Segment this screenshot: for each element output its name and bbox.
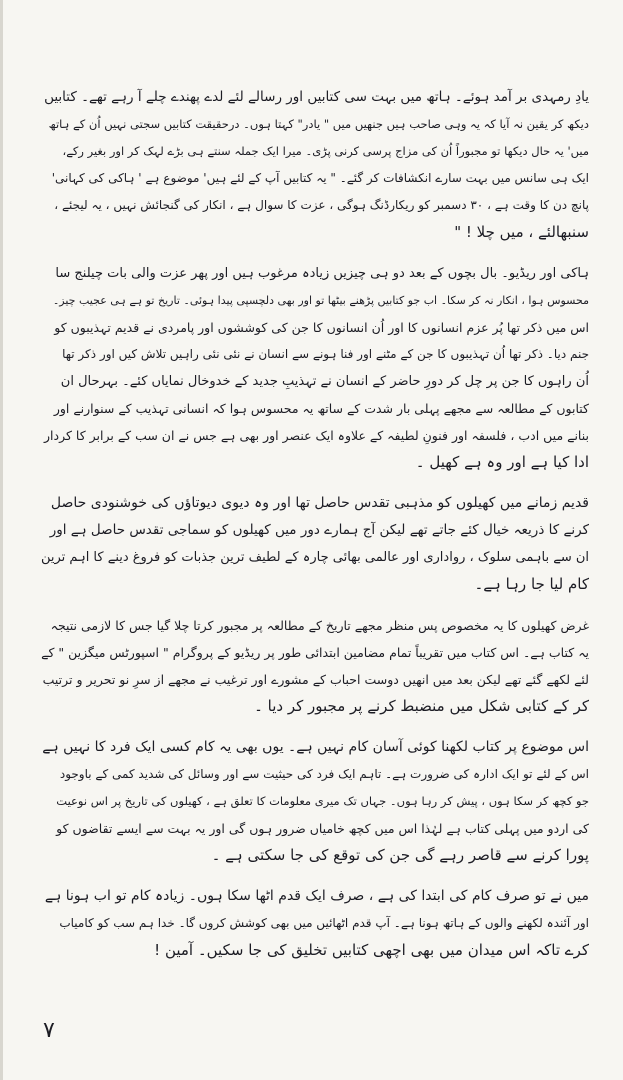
text-line: میں نے تو صرف کام کی ابتدا کی ہے ، صرف ایک قدم اٹھا سکا ہوں۔ زیادہ کام تو اب ہونا ہے bbox=[44, 888, 589, 904]
text-line: اس کے لئے تو ایک ادارہ کی ضرورت ہے۔ تاہم ایک فرد کی حیثیت سے اور وسائل کی شدید کمی کے باوجود bbox=[59, 767, 589, 781]
text-line: کرنے کا ذریعہ خیال کئے جاتے تھے لیکن آج ہمارے دور میں کھیلوں کو سماجی تقدس حاصل ہے اور bbox=[49, 522, 589, 538]
paragraph bbox=[41, 734, 589, 869]
text-line: اس موضوع پر کتاب لکھنا کوئی آسان کام نہیں ہے۔ یوں بھی یہ کام کسی ایک فرد کا نہیں ہے bbox=[42, 739, 589, 755]
text-line: پانچ دن کا وقت ہے ، ۳۰ دسمبر کو ریکارڈنگ ہوگی ، عزت کا سوال ہے ، انکار کی گنجائش نہیں ، یہ لیجئے ، bbox=[54, 198, 589, 212]
text-line: لئے لکھے گئے تھے لیکن بعد میں انھیں دوست احباب کے مشورے اور ترغیب نے مجھے از سرِ نو تحریر و ترتیب bbox=[42, 672, 589, 687]
text-line: قدیم زمانے میں کھیلوں کو مذہبی تقدس حاصل تھا اور وہ دیوی دیوتاؤں کی خوشنودی حاصل bbox=[50, 495, 589, 511]
text-line: کر کے کتابی شکل میں منضبط کرنے پر مجبور کر دیا ۔ bbox=[254, 697, 589, 715]
text-line: پورا کرنے سے قاصر رہے گی جن کی توقع کی جا سکتی ہے ۔ bbox=[211, 846, 589, 864]
paragraph bbox=[41, 84, 589, 246]
text-line: کرے تاکہ اس میدان میں بھی اچھی کتابیں تخلیق کی جا سکیں۔ آمین ! bbox=[154, 941, 589, 959]
page-number: ٧ bbox=[43, 1018, 55, 1043]
paragraph bbox=[41, 612, 589, 720]
page-body-text bbox=[41, 84, 589, 978]
text-line: یادِ رمہدی بر آمد ہوئے۔ ہاتھ میں بہت سی کتابیں اور رسالے لئے لدے پھندے چلے آ رہے تھے۔ کتابیں bbox=[44, 89, 589, 105]
text-line: اس میں ذکر تھا پُر عزم انسانوں کا اور اُن انسانوں کا جن کی کوششوں اور پامردی نے قدیم تہذیبوں کو bbox=[54, 320, 589, 335]
text-line: ایک ہی سانس میں بہت سارے انکشافات کر گئے۔ " یہ کتابیں آپ کے لئے ہیں' موضوع ہے ' ہاکی کی کہانی' bbox=[51, 171, 589, 185]
text-line: کتابوں کے مطالعہ سے مجھے پہلی بار شدت کے ساتھ یہ محسوس ہوا کہ انسانی تہذیب کے سنوارنے اور bbox=[53, 401, 589, 416]
text-line: کام لیا جا رہا ہے۔ bbox=[474, 575, 589, 593]
paragraph bbox=[41, 883, 589, 964]
text-line: محسوس ہوا ، انکار نہ کر سکا۔ اب جو کتابیں پڑھنے بیٹھا تو اور بھی دلچسپی پیدا ہوئی۔ تاریخ تو ہے ہی عجیب چیز۔ bbox=[52, 294, 589, 307]
text-line: ہاکی اور ریڈیو۔ بال بچوں کے بعد دو ہی چیزیں زیادہ مرغوب ہیں اور پھر عزت والی بات چیلنج سا bbox=[55, 266, 589, 281]
text-line: یہ کتاب ہے۔ اس کتاب میں تقریباً تمام مضامین ابتدائی طور پر ریڈیو کے پروگرام " اسپورٹس میگزین " کے bbox=[41, 645, 589, 660]
text-line: کی اردو میں پہلی کتاب ہے لہٰذا اس میں کچھ خامیاں ضرور ہوں گی اور یہ بہت سے ایسے تقاضوں کو bbox=[56, 821, 589, 836]
paragraph bbox=[41, 490, 589, 598]
text-line: غرض کھیلوں کا یہ مخصوص پس منظر مجھے تاریخ کے مطالعہ پر مجبور کرتا چلا گیا جس کا لازمی نتیجہ bbox=[50, 618, 589, 633]
text-line: بنانے میں ادب ، فلسفہ اور فنونِ لطیفہ کے علاوہ ایک عنصر اور بھی ہے جس نے ان سب کے برابر کا کردار bbox=[44, 428, 589, 443]
text-line: دیکھ کر یقین نہ آیا کہ یہ وہی صاحب ہیں جنھیں میں " یادر" کہتا ہوں۔ درحقیقت کتابیں سجتی نہیں اُن کے ہاتھ bbox=[48, 117, 589, 131]
text-line: سنبھالئے ، میں چلا ! " bbox=[454, 223, 589, 241]
text-line: جو کچھ کر سکا ہوں ، پیش کر رہا ہوں۔ جہاں تک میری معلومات کا تعلق ہے ، کھیلوں کی تاریخ پر اس نوعیت bbox=[56, 794, 589, 808]
paragraph bbox=[41, 260, 589, 476]
text-line: اور آئندہ لکھنے والوں کے ہاتھ ہونا ہے۔ آپ قدم اٹھائیں میں بھی کوشش کروں گا۔ خدا ہم سب کو کامیاب bbox=[59, 916, 589, 930]
text-line: میں' یہ حال دیکھا تو مجبوراً اُن کی مزاج پرسی کرنی پڑی۔ میرا ایک جملہ سنتے ہی بڑے لہک کر اور بغیر رکے، bbox=[62, 144, 589, 158]
text-line: اُن راہوں کا جن پر چل کر دورِ حاضر کے انسان نے تہذیبِ جدید کے خدوخال نمایاں کئے۔ بہرحال ان bbox=[60, 374, 589, 389]
text-line: ادا کیا ہے اور وہ ہے کھیل ۔ bbox=[415, 453, 589, 471]
text-line: ان سے باہمی سلوک ، رواداری اور عالمی بھائی چارہ کے لطیف ترین جذبات کو فروغ دینے کا اہم ترین bbox=[41, 550, 589, 565]
text-line: جنم دیا۔ ذکر تھا اُن تہذیبوں کا جن کے مٹنے اور فنا ہونے سے انسان نے نئی نئی راہیں تلاش کیں اور ذکر تھا bbox=[62, 347, 589, 361]
